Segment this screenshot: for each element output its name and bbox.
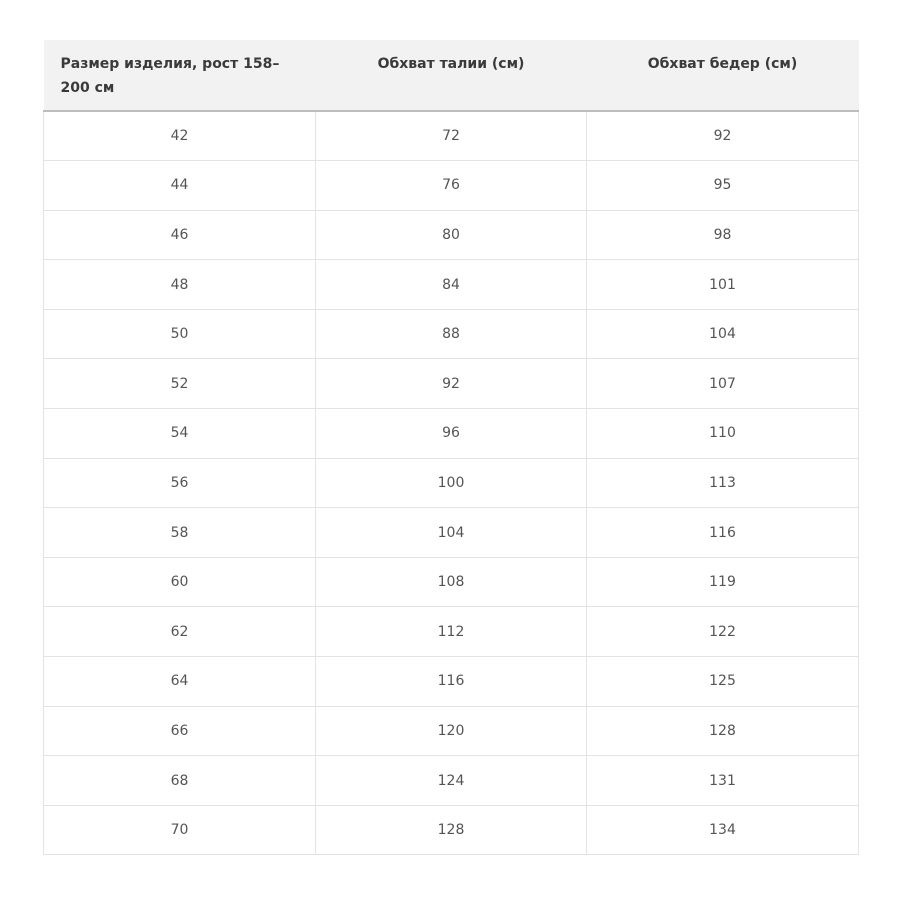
cell-size: 42 [44,111,316,161]
cell-waist: 128 [316,805,587,855]
cell-size: 64 [44,657,316,707]
cell-size: 66 [44,706,316,756]
cell-size: 54 [44,409,316,459]
table-row [44,805,859,855]
cell-waist: 72 [316,111,587,161]
table-row [44,210,859,260]
header-waist: Обхват талии (см) [316,40,587,111]
cell-waist: 88 [316,309,587,359]
cell-size: 60 [44,557,316,607]
cell-hips: 95 [587,161,859,211]
cell-waist: 124 [316,756,587,806]
table-row [44,756,859,806]
cell-size: 58 [44,508,316,558]
table-header [44,40,859,111]
cell-waist: 116 [316,657,587,707]
cell-hips: 131 [587,756,859,806]
table-row [44,657,859,707]
cell-waist: 96 [316,409,587,459]
cell-waist: 108 [316,557,587,607]
cell-size: 44 [44,161,316,211]
table-row [44,706,859,756]
cell-hips: 116 [587,508,859,558]
cell-hips: 92 [587,111,859,161]
table-row [44,409,859,459]
cell-hips: 128 [587,706,859,756]
table-row [44,508,859,558]
cell-waist: 80 [316,210,587,260]
cell-waist: 76 [316,161,587,211]
table-row [44,359,859,409]
cell-size: 46 [44,210,316,260]
cell-size: 62 [44,607,316,657]
cell-waist: 100 [316,458,587,508]
table-row [44,111,859,161]
cell-hips: 104 [587,309,859,359]
table-row [44,557,859,607]
cell-size: 50 [44,309,316,359]
table-row [44,607,859,657]
header-size: Размер изделия, рост 158–200 см [44,40,316,111]
cell-hips: 125 [587,657,859,707]
cell-hips: 110 [587,409,859,459]
cell-size: 56 [44,458,316,508]
table-row [44,458,859,508]
cell-size: 68 [44,756,316,806]
header-hips: Обхват бедер (см) [587,40,859,111]
cell-hips: 113 [587,458,859,508]
cell-hips: 134 [587,805,859,855]
table-row [44,260,859,310]
cell-size: 52 [44,359,316,409]
cell-hips: 119 [587,557,859,607]
size-chart-table [43,40,859,855]
cell-waist: 104 [316,508,587,558]
table-body [44,111,859,855]
cell-waist: 112 [316,607,587,657]
cell-hips: 98 [587,210,859,260]
cell-size: 70 [44,805,316,855]
cell-hips: 107 [587,359,859,409]
table-row [44,161,859,211]
header-row [44,40,859,111]
table-row [44,309,859,359]
cell-hips: 101 [587,260,859,310]
cell-waist: 92 [316,359,587,409]
cell-hips: 122 [587,607,859,657]
cell-size: 48 [44,260,316,310]
cell-waist: 120 [316,706,587,756]
cell-waist: 84 [316,260,587,310]
